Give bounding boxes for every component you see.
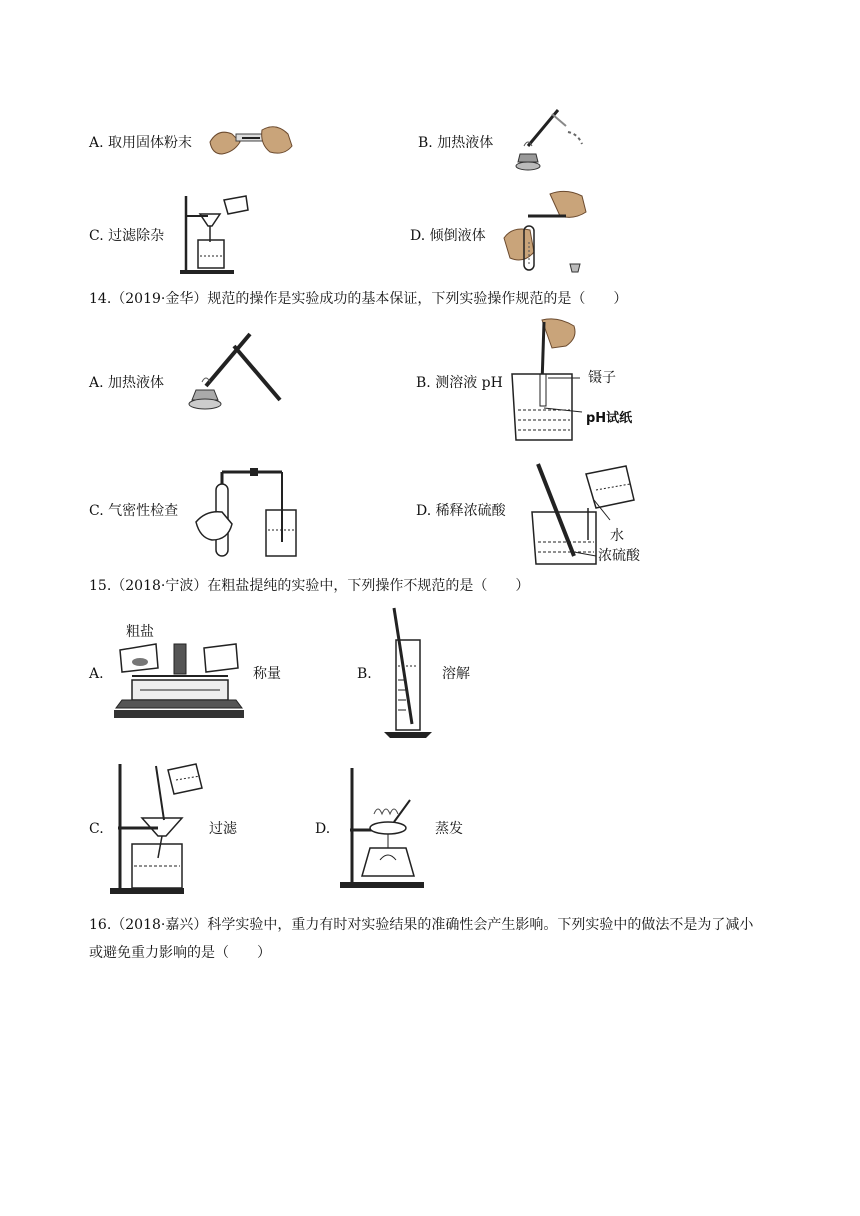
ph-test-figure <box>508 316 636 444</box>
pouring-liquid-figure <box>500 186 592 278</box>
ph-paper-label: pH试纸 <box>586 411 633 426</box>
q15-option-b-text: 溶解 <box>442 666 470 682</box>
q13-option-b: B. 加热液体 <box>418 135 494 151</box>
evaporation-figure <box>338 764 428 892</box>
heating-liquid-figure-1 <box>508 104 590 178</box>
q15-option-a-text: 称量 <box>253 666 281 682</box>
q16-stem-line1: 16.（2018·嘉兴）科学实验中，重力有时对实验结果的准确性会产生影响。下列实验中的做法不是为了减小 <box>89 917 754 933</box>
heating-liquid-figure-2 <box>176 326 290 412</box>
q14-option-c: C. 气密性检查 <box>89 503 179 519</box>
filtration-figure-1 <box>176 192 256 276</box>
q15-option-d-letter: D. <box>315 821 331 837</box>
q15-stem: 15.（2018·宁波）在粗盐提纯的实验中，下列操作不规范的是（ ） <box>89 578 530 594</box>
crude-salt-label: 粗盐 <box>126 624 154 640</box>
dilute-acid-figure <box>530 460 656 568</box>
q16-stem-line2: 或避免重力影响的是（ ） <box>89 945 271 961</box>
q15-option-a-letter: A. <box>89 666 104 682</box>
tweezers-label: 镊子 <box>588 370 616 386</box>
q13-option-a: A. 取用固体粉末 <box>89 135 193 151</box>
filtration-figure-2 <box>108 760 204 898</box>
powder-transfer-figure <box>204 116 296 160</box>
q13-option-c: C. 过滤除杂 <box>89 228 165 244</box>
q14-stem: 14.（2019·金华）规范的操作是实验成功的基本保证，下列实验操作规范的是（ ） <box>89 291 628 307</box>
q15-option-c-text: 过滤 <box>209 821 237 837</box>
airtightness-check-figure <box>192 460 304 560</box>
q14-option-d: D. 稀释浓硫酸 <box>416 503 506 519</box>
q15-option-b-letter: B. <box>357 666 372 682</box>
conc-acid-label: 浓硫酸 <box>598 548 640 564</box>
q14-option-b: B. 测溶液 pH <box>416 375 503 391</box>
balance-weighing-figure <box>112 618 246 722</box>
q15-option-d-text: 蒸发 <box>435 821 463 837</box>
dissolving-cylinder-figure <box>382 606 434 740</box>
q13-option-d: D. 倾倒液体 <box>410 228 486 244</box>
q14-option-a: A. 加热液体 <box>89 375 165 391</box>
water-label: 水 <box>610 528 624 544</box>
q15-option-c-letter: C. <box>89 821 104 837</box>
